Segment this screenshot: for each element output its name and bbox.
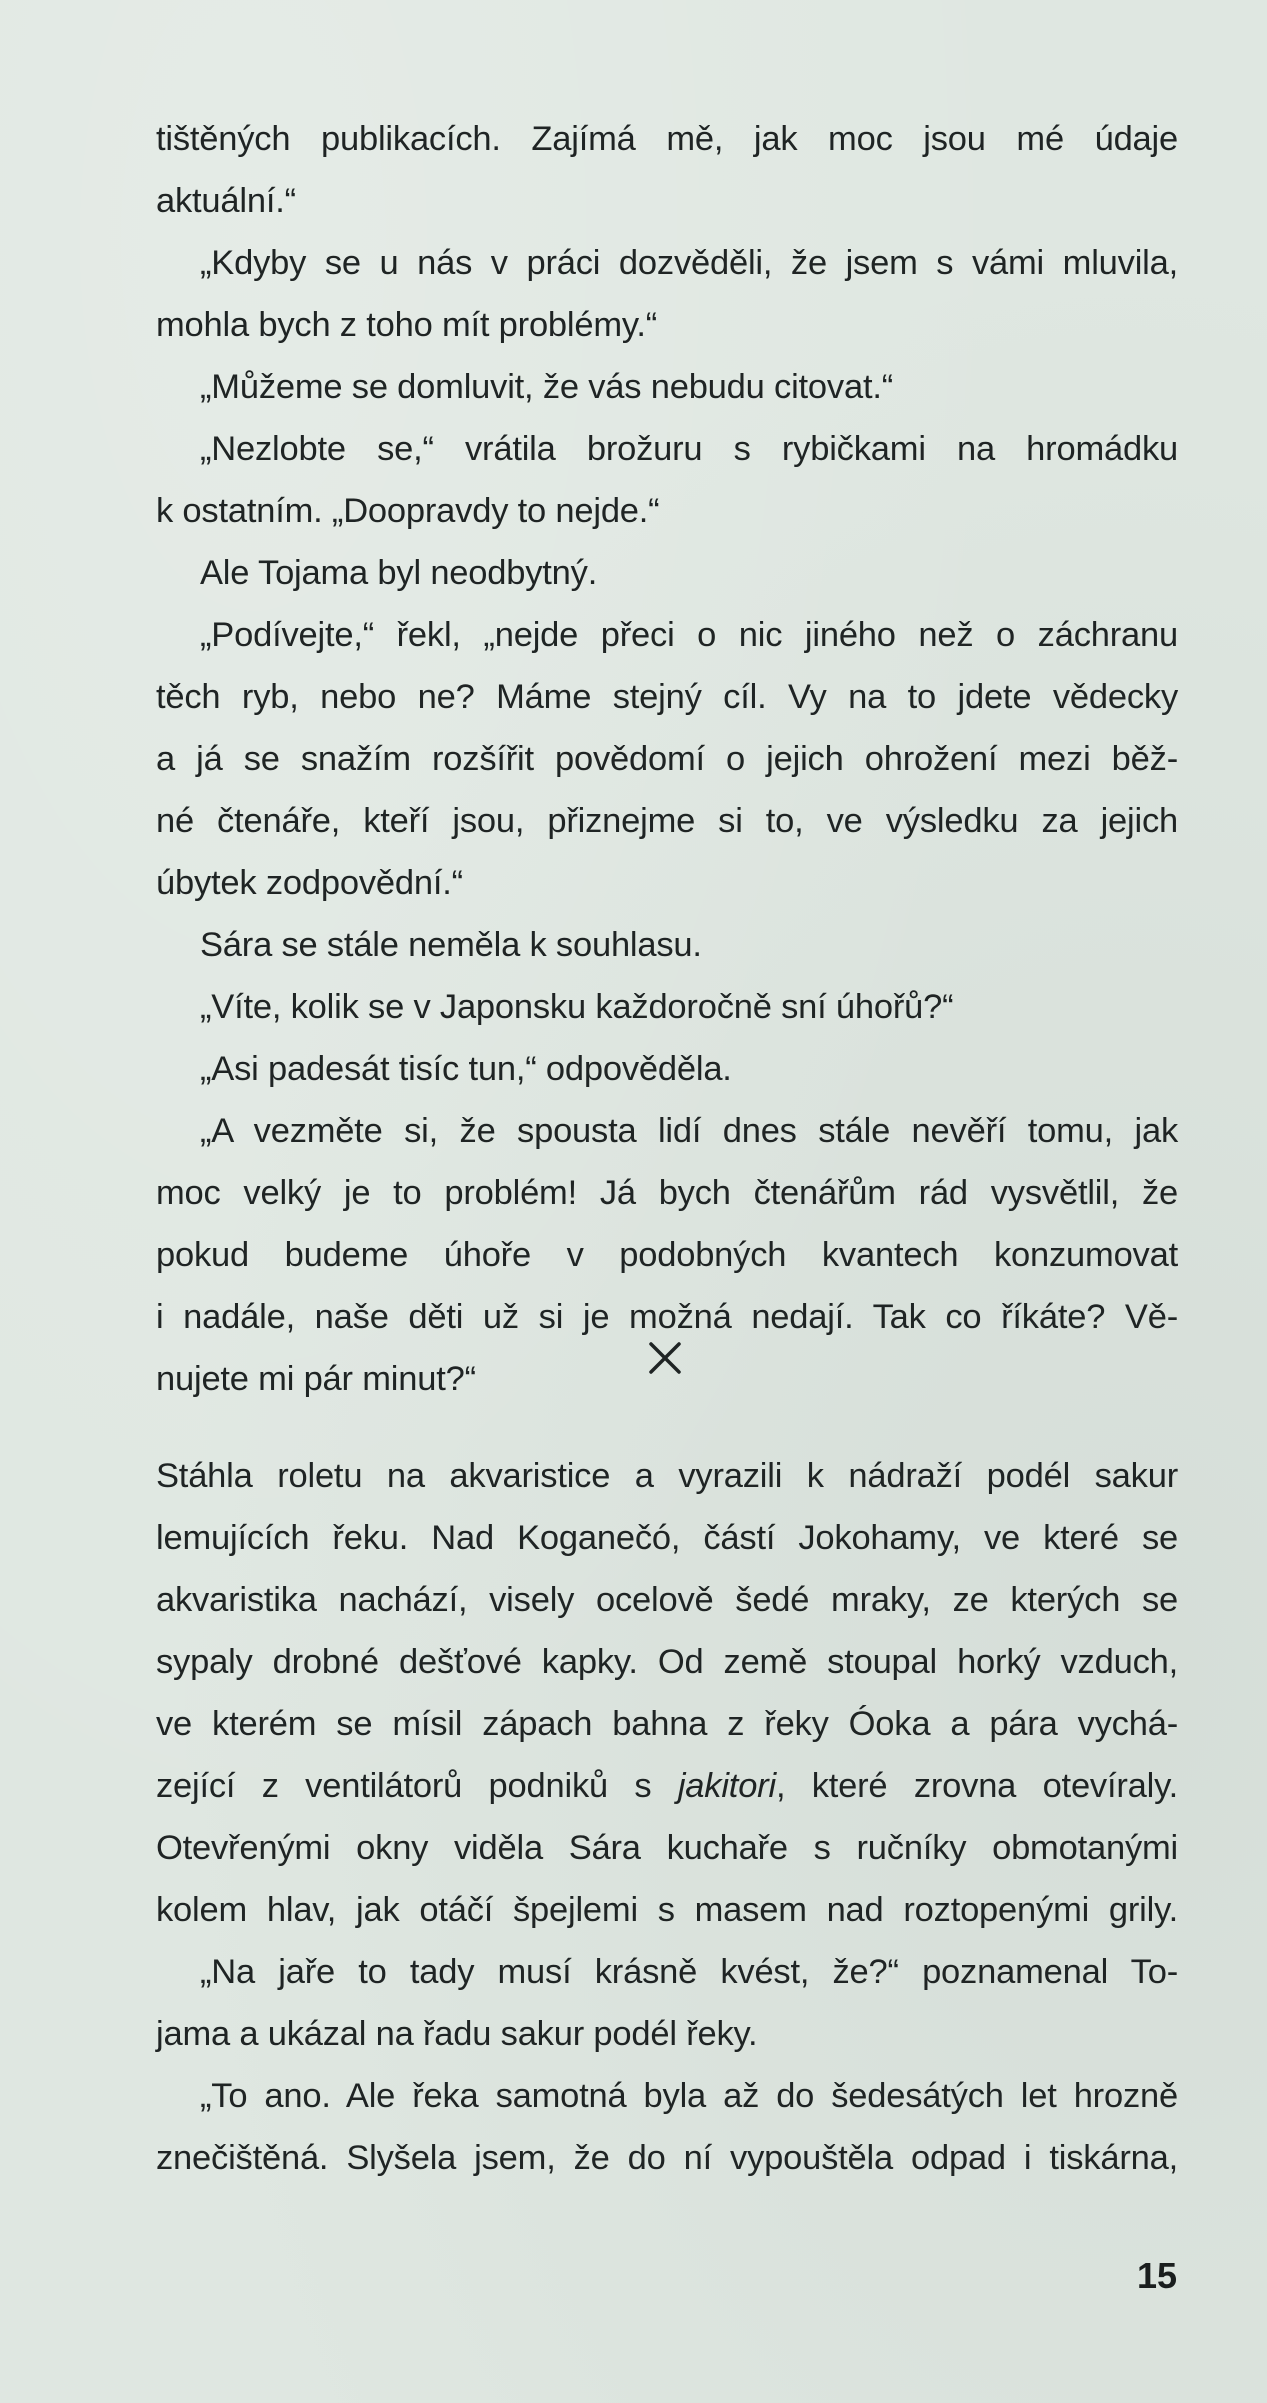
page-number: 15 <box>1136 2255 1177 2296</box>
text-line: jama a ukázal na řadu sakur podél řeky. <box>156 2015 758 2053</box>
text-line: i nadále, naše děti už si je možná nedají. Tak co říkáte? Vě- <box>156 1298 1178 1336</box>
text-line: Ale Tojama byl neodbytný. <box>200 554 598 592</box>
text-line: „Na jaře to tady musí krásně kvést, že?“ poznamenal To- <box>200 1953 1178 1991</box>
text-line: nujete mi pár minut?“ <box>156 1360 476 1398</box>
text-segment: , které zrovna otevíraly. <box>775 1767 1178 1805</box>
text-line: Otevřenými okny viděla Sára kuchaře s ručníky obmotanými <box>156 1829 1178 1867</box>
text-line: né čtenáře, kteří jsou, přiznejme si to, ve výsledku za jejich <box>156 802 1178 840</box>
text-line: „Nezlobte se,“ vrátila brožuru s rybičkami na hromádku <box>200 430 1178 468</box>
section-break-mark <box>645 1338 685 1378</box>
italic-term: jakitori <box>677 1767 776 1805</box>
text-line: „Podívejte,“ řekl, „nejde přeci o nic jiného než o záchranu <box>200 616 1178 654</box>
text-line: „Víte, kolik se v Japonsku každoročně sní úhořů?“ <box>200 988 954 1026</box>
text-line: kolem hlav, jak otáčí špejlemi s masem nad roztopenými grily. <box>156 1891 1178 1929</box>
section-break-cross-icon <box>645 1338 685 1378</box>
text-line: moc velký je to problém! Já bych čtenářům rád vysvětlil, že <box>156 1174 1178 1212</box>
text-segment: zející z ventilátorů podniků s <box>156 1767 678 1805</box>
text-line: aktuální.“ <box>156 182 296 220</box>
text-line: „To ano. Ale řeka samotná byla až do šedesátých let hrozně <box>200 2077 1178 2115</box>
text-line: Stáhla roletu na akvaristice a vyrazili k nádraží podél sakur <box>156 1457 1178 1495</box>
text-line: sypaly drobné dešťové kapky. Od země stoupal horký vzduch, <box>156 1643 1178 1681</box>
text-line: mohla bych z toho mít problémy.“ <box>156 306 658 344</box>
text-line: tištěných publikacích. Zajímá mě, jak moc jsou mé údaje <box>156 120 1178 158</box>
text-line: „Asi padesát tisíc tun,“ odpověděla. <box>200 1050 732 1088</box>
book-page-text-lower <box>156 1445 1178 2189</box>
text-line: k ostatním. „Doopravdy to nejde.“ <box>156 492 660 530</box>
text-line: lemujících řeku. Nad Koganečó, částí Jokohamy, ve které se <box>156 1519 1178 1557</box>
text-line: „Můžeme se domluvit, že vás nebudu citovat.“ <box>200 368 894 406</box>
text-line: „A vezměte si, že spousta lidí dnes stále nevěří tomu, jak <box>200 1112 1178 1150</box>
text-line: znečištěná. Slyšela jsem, že do ní vypouštěla odpad i tiskárna, <box>156 2139 1178 2177</box>
text-line-with-italic <box>156 1755 1178 1817</box>
text-line: „Kdyby se u nás v práci dozvěděli, že jsem s vámi mluvila, <box>200 244 1178 282</box>
text-line: těch ryb, nebo ne? Máme stejný cíl. Vy na to jdete vědecky <box>156 678 1178 716</box>
text-line: Sára se stále neměla k souhlasu. <box>200 926 702 964</box>
text-line: ve kterém se mísil zápach bahna z řeky Óoka a pára vychá- <box>156 1705 1178 1743</box>
text-line: a já se snažím rozšířit povědomí o jejich ohrožení mezi běž- <box>156 740 1178 778</box>
text-line: pokud budeme úhoře v podobných kvantech konzumovat <box>156 1236 1178 1274</box>
text-line: akvaristika nachází, visely ocelově šedé mraky, ze kterých se <box>156 1581 1178 1619</box>
text-line: úbytek zodpovědní.“ <box>156 864 463 902</box>
book-page-text-upper <box>156 108 1178 1410</box>
